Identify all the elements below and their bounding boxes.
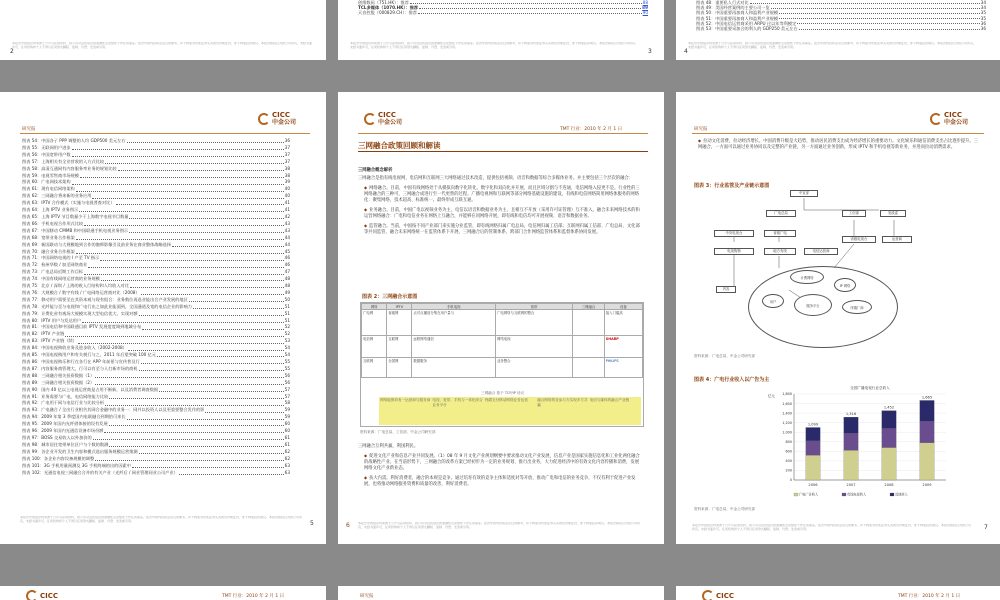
toc-row[interactable]: 图表 91：业务需要与广电，电信网络能力比较 57	[22, 393, 290, 399]
page-10	[676, 586, 1000, 600]
node-sarft: 广电总局	[766, 210, 796, 217]
page-number: 5	[310, 520, 314, 527]
toc-row[interactable]: 图表 52：中国电信运营商采用 ARPU 过以年等利模定 36	[696, 20, 986, 26]
toc-row[interactable]: 图表 93：广电融合 / 全出行业相告其网合金融中的业务一：网并以投资人以及更重要整合发作的影 59	[22, 407, 290, 413]
toc-row[interactable]: 图表 53：中国重要采加合的利人的 GDP250 美元左右 36	[696, 26, 986, 32]
x-tick-label: 2007	[846, 483, 856, 487]
toc-row[interactable]: 图表 100：各企业内容设备规模的调整 62	[22, 455, 290, 461]
toc-row[interactable]: 图表 68：宽带业务合作框架 44	[22, 234, 290, 240]
toc-row[interactable]: 图表 72：杭州华数 / 加至网络商业 46	[22, 262, 290, 268]
toc-row[interactable]: 图表 60：广电网技术架构 39	[22, 179, 290, 185]
page-8	[0, 586, 326, 600]
cicc-logo: CICC 中金公司	[930, 112, 968, 126]
bar-segment	[844, 450, 858, 480]
toc-row[interactable]: 图表 101：3G 手机用量预测及 3G 手机终端的出的因素中 63	[22, 462, 290, 468]
bar-segment	[920, 443, 934, 480]
toc-row[interactable]: 图表 51：中国重要再加商人和盈利产业规模 35	[696, 15, 986, 21]
page-header: 研究报	[22, 127, 36, 132]
page-header: TMT 行业：2010 年 2 月 1 日	[898, 594, 961, 599]
toc-row[interactable]: 图表 50：中国重要再加商人和盈利产业规模 35	[696, 10, 986, 16]
table-row: 电信网 互联网 远程网络通信 网络电视 SHARP	[362, 336, 643, 358]
page-2	[0, 0, 326, 60]
node-service-platform: 服务平台	[794, 294, 832, 316]
data-label: 1,316	[845, 412, 857, 417]
header-rule	[358, 133, 648, 134]
page-3	[338, 0, 664, 60]
bar-segment	[806, 441, 820, 455]
toc-list	[696, 0, 986, 31]
data-label: 1,665	[921, 395, 933, 400]
disclaimer: 本报告中的信息均来源于公开可获得资料，我公司对这些信息的准确性及完整性不作任何保证。报告中的内容和意见仅供参考，并不构成对所述证券买卖的出价或征价，亦不构成投资建议。本报告版权仅为我公司所有，未经书面许可，任何机构和个人不得以任何形式翻版、复制、刊登、发表或引用。	[20, 516, 303, 523]
toc-row[interactable]: 图表 75：北京 / 深圳 / 上海的收入行结构和人均收入对比 48	[22, 283, 290, 289]
convergence-highlight: 网络能保持有一运营商与服务商 电视、宽带、手机与一体化综合业务平台 终端支付移动网络业务运营 融合网络的各参与方实现多方共赢 电信与媒体的融合产业链	[379, 397, 641, 425]
y-tick-label: 1,200	[782, 420, 792, 425]
toc-row[interactable]: 图表 61：现有电信网络架构 40	[22, 186, 290, 192]
node-ndrc: 发改委	[880, 210, 906, 217]
node-ip-network: IP 网络	[834, 278, 856, 292]
toc-row[interactable]: 图表 86：中国电视购乐和行在各行在 APP 年前景与宣传普及行 55	[22, 359, 290, 364]
disclaimer: 本报告中的信息均来源于公开可获得资料，我公司对这些信息的准确性及完整性不作任何保证。报告中的内容和意见仅供参考，并不构成对所述证券买卖的出价或征价，亦不构成投资建议。本报告版权仅为我公司所有，未经书面许可，任何机构和个人不得以任何形式翻版、复制、刊登、发表或引用。	[358, 522, 641, 529]
toc-row[interactable]: 图表 63：IPTV 合作模式（实施与电视普查对比） 41	[22, 200, 290, 206]
node-tv-shopping: 电视购物	[714, 248, 754, 255]
y-tick-label: 400	[785, 459, 792, 464]
legend-swatch	[842, 493, 846, 496]
cicc-logo-icon	[364, 113, 376, 125]
bar-segment	[920, 400, 934, 421]
y-tick-label: 800	[785, 439, 792, 444]
toc-row[interactable]: 图表 82：IPTV 产业链 52	[22, 331, 290, 337]
figure-3-title: 图表 3：行业监管及产业链示意图	[694, 183, 770, 189]
disclaimer: 本报告中的信息均来源于公开可获得资料，我公司对这些信息的准确性及完整性不作任何保证。报告中的内容和意见仅供参考，并不构成对所述证券买卖的出价或征价，亦不构成投资建议。本报告版权仅为我公司所有，未经书面许可，任何机构和个人不得以任何形式翻版、复制、刊登、发表或引用。	[12, 42, 312, 49]
toc-row[interactable]: 图表 73：广电总局近期工作目标 47	[22, 269, 290, 275]
node-provincial-tv: 省级广电	[764, 230, 796, 237]
convergence-table	[361, 303, 643, 378]
page-header: 研究报	[360, 594, 374, 599]
header-rule	[20, 133, 310, 134]
toc-row[interactable]: 图表 85：中国电视购用户和有关税行与之，2011 年后望突破 100 亿元 54	[22, 352, 290, 358]
page-number: 3	[648, 48, 652, 55]
node-province-station: 省级电视台	[842, 236, 876, 243]
y-tick-label: 1,800	[782, 392, 792, 397]
page-5	[0, 92, 326, 544]
toc-row[interactable]: 图表 84：中国电视购收业务及进步收入（2002-2008） 54	[22, 345, 290, 351]
toc-row[interactable]: 图表 81：中国电信和中国联通目前 IPTV 发展度度调到地域分布 52	[22, 324, 290, 330]
toc-row[interactable]: 图表 49：美国经营案例的主要公司一览 34	[696, 5, 986, 11]
cicc-logo: CICC	[702, 590, 734, 600]
y-axis-label: 亿元	[768, 394, 775, 398]
cicc-logo: CICC 中金公司	[364, 112, 402, 126]
x-tick-label: 2006	[808, 483, 818, 487]
toc-row[interactable]: 图表 76：大规模合 / 数字有线 / 广电网络运营商对比（2008） 49	[22, 289, 290, 295]
bullet-consumer: ◆ 扶大内需。利好消费者，融合的本规是竞争。通过培育有效的竞争主体和适度对等开放，推动广电和电信的业务竞争，不仅有利于促进产业发展，也将推动网络服务资费和质量的改善，利好消费者。	[364, 475, 643, 488]
toc-row[interactable]: 图表 97：BOSS 交易收入以外加价的 61	[22, 434, 290, 440]
cicc-logo: CICC	[26, 590, 58, 600]
toc-row[interactable]: 图表 65：上海 IPTV 节目数量少于上海数字电视节目数量 42	[22, 213, 290, 219]
page-header: 研究报	[694, 127, 708, 132]
figure-4-source: 资料来源：广电总局，中金公司研究部	[694, 507, 756, 511]
toc-row[interactable]: 图表 92：广电用于网与电信行业与比较分析 58	[22, 400, 290, 406]
bar-segment	[882, 448, 896, 480]
figure-3-source: 资料来源：广电总局，中金公司研究部	[694, 354, 756, 358]
section-title: 三网融合政策回顾和解读	[358, 141, 441, 150]
toc-row[interactable]: 图表 58：高清互通网有内容服务率业务的规划比较 38	[22, 165, 290, 171]
page-number: 4	[684, 48, 688, 55]
toc-list	[358, 0, 648, 16]
cicc-logo-icon	[258, 113, 270, 125]
toc-row[interactable]: 图表 71：中国网络电视的 I 产至 TV 指示 46	[22, 255, 290, 261]
chart-title: 全国广播电视行业总收入	[850, 386, 890, 390]
toc-row[interactable]: 图表 66：手机电视合作形式比较 43	[22, 220, 290, 226]
x-tick-label: 2008	[884, 483, 894, 487]
figure-4-title: 图表 4：广电行业收入以广告为主	[694, 377, 770, 383]
bar-segment	[920, 421, 934, 443]
bar-segment	[844, 417, 858, 433]
bar-segment	[806, 455, 820, 480]
toc-row[interactable]: 图表 96：2009 年国内光通信设备市场份额 60	[22, 428, 290, 434]
figure-3	[694, 190, 984, 350]
toc-row[interactable]: 图表 80：IPTV 用户与发达用户 51	[22, 317, 290, 323]
node-propaganda-dept: 中宣部	[790, 190, 818, 197]
bullet-regulation: ◆ 监管融合。当前，中国按不同产业部门来实施分业监管，即有线网络归属广电总局，电信网归属工信部；互联网归属工信部、广电总局、文化部等共同监管，融合未来网络统一在监管体系下开展，三网融合后的管制体系、跨部门合作网络监管体系和监督体系协同发展。	[364, 223, 643, 236]
toc-row[interactable]: 图表 88：三网融合相关投资数据（1） 56	[22, 372, 290, 378]
node-cctv: 中央电视台	[714, 230, 754, 237]
disclaimer: 本报告中的信息均来源于公开可获得资料，我公司对这些信息的准确性及完整性不作任何保证。报告中的内容和意见仅供参考，并不构成对所述证券买卖的出价或征价，亦不构成投资建议。本报告版权仅为我公司所有，未经书面许可，任何机构和个人不得以任何形式翻版、复制、刊登、发表或引用。	[350, 42, 639, 49]
data-label: 1,099	[807, 422, 819, 427]
toc-row[interactable]: 图表 67：中国移动 CMMB 和中国联通手机电视业务图示 43	[22, 227, 290, 233]
cicc-logo-icon	[26, 590, 38, 600]
legend-swatch	[890, 493, 894, 496]
bullet-culture: ◆ 促进文化产业和信息产业共同发展。（1）08 年 9 月文化产业规划纲要中要求推动文化产业发展，信息产业是国家实施信息化和工业化两化融合的战略性产业。在当前形势下，三网融合的改革方案已经初步为一定的业务规划、推行出业务，大力促进经济中的有效文化内容传播和消费，发展网络文化产业新业态。	[364, 453, 643, 472]
legend-swatch	[794, 493, 798, 496]
toc-row[interactable]: 图表 89：三网融合相关投资数据（2） 56	[22, 379, 290, 385]
cicc-logo-icon	[930, 113, 942, 125]
node-content: 内容	[716, 286, 736, 293]
legend-entry: 广电广告收入	[799, 492, 819, 497]
toc-row[interactable]: 图表 59：电视零售商市场规模 38	[22, 172, 290, 178]
toc-row[interactable]: 图表 90：国内 40 亿以上电视运营商是占用不断新，以及消费者调查数据 57	[22, 386, 290, 392]
page-9	[338, 586, 664, 600]
cicc-logo-icon	[702, 590, 714, 600]
bullet-consumption: ◆ 拉动文化消费，拉动经济增长。中国消费升级是大趋势，推动居民消费支出成为经济增长的重要动力。文化娱乐和通信消费支出占比逐步提升。三网融合，一方面可以通过业务协同以及完整的产业链，另一方面通过业务创新，形成 IPTV 和手机电视等新业务，并进而拉动消费需求。	[698, 138, 980, 151]
header-rule	[692, 133, 984, 134]
bar-segment	[806, 427, 820, 440]
page-number: 2	[10, 48, 14, 55]
page-number: 7	[984, 524, 988, 531]
toc-row[interactable]: 图表 54：中国各子 PPP 调整的人均 GDP500 美元左右 36	[22, 138, 290, 143]
legend-entry: 有线电视收入	[847, 492, 867, 497]
toc-row[interactable]: 图表 74：中国有线网络运营商的业务规模 48	[22, 276, 290, 282]
bullet-network: ◆ 网络融合。目前，中国有线网络处于从模拟向数字化转化，数字化和双向化并开展，而且区域分割与不连通，电信网络入侵更不是。行业性的三网络融合的三种可，三网融合成进行至一代更替的过程。广播电视网和互联网等部分网络基础设施的建设，有线和电信网络简用网络体服务的网络化：聚集网络，技术超高、标准统一。最终形成互联互通。	[364, 185, 643, 204]
toc-row[interactable]: 图表 99：各企业开发的卫生内容和模式选出服务规模运营推测 62	[22, 448, 290, 454]
bar-segment	[882, 428, 896, 447]
toc-row[interactable]: 图表 95：2009 年国内光纤借体接的设有发展 60	[22, 421, 290, 427]
toc-row[interactable]: TCL多媒体（1070.HK）：推荐 89	[358, 5, 648, 11]
cicc-logo: CICC 中金公司	[258, 112, 296, 126]
node-billing: 计费网络	[790, 270, 824, 284]
toc-row[interactable]: 图表 56：中国宽带用户数 37	[22, 151, 290, 157]
toc-row[interactable]: 图表 62：三网融合将来新的业务应用 40	[22, 193, 290, 199]
page-6	[338, 92, 664, 544]
toc-row[interactable]: 图表 102：光通信电视三网融合合并的有关产业（光纤后 / 网业管理同业公司产业） 63	[22, 469, 290, 475]
y-tick-label: 1,000	[782, 430, 792, 435]
toc-row[interactable]: 图表 48：重要私人行式对比 34	[696, 0, 986, 5]
toc-row[interactable]: 图表 87：内容服务商管理大，行可以有至与人打新市场的商机 55	[22, 365, 290, 371]
figure-2-note: 三网融合 基于 TCP/IP 协议	[481, 391, 525, 395]
page-7	[676, 92, 1000, 544]
node-local-cable: 地方有线	[764, 248, 796, 255]
page-number: 6	[346, 522, 350, 529]
table-header-row: 网络 IPTV 手机电视 宽带 三网融合 设备	[362, 304, 643, 310]
toc-row[interactable]: 图表 64：上海 IPTV 业务图示 41	[22, 207, 290, 213]
intro-paragraph: 三网融合是指有线电视网、电信网和互联网三大网络通过技术改造，提供包括视频、语音和数据等综合多媒体业务。并主要包括三个层次的融合：	[358, 176, 633, 181]
y-tick-label: 200	[785, 468, 792, 473]
toc-row[interactable]: 图表 83：IPTV 产业链（续） 53	[22, 338, 290, 344]
figure-2-source: 资料来源：广电总局，工信部，中金公司研究部	[360, 430, 436, 434]
node-telecom-operator: 电信运营商	[804, 248, 838, 255]
toc-row[interactable]: 图表 77：移动用户需要至在其资本观与现有组合：业务数位再选业能出合产业发展的地区 50	[22, 296, 290, 302]
bullet-business: ◆ 业务融合。目前，中国广电以视频业务为主，电信以语音和数据业务为主，且相互不开放（采用许可证管理）互不准入，融合未来网络技术的和运营网络融合：广电和电信业务在网络上互融合，并能够在同网络开展，即有线和电信均可开展视频、语音和数据业务。	[364, 207, 643, 220]
page-header: TMT 行业：2010 年 2 月 1 日	[222, 594, 285, 599]
toc-row[interactable]: 图表 79：计费化省有观场大规模实现大型电信优大、实现对额 51	[22, 310, 290, 316]
legend-entry: 其他收入	[895, 492, 908, 497]
disclaimer: 本报告中的信息均来源于公开可获得资料，我公司对这些信息的准确性及完整性不作任何保证。报告中的内容和意见仅供参考，并不构成对所述证券买卖的出价或征价，亦不构成投资建议。本报告版权仅为我公司所有，未经书面许可，任何机构和个人不得以任何形式翻版、复制、刊登、发表或引用。	[692, 524, 972, 531]
bar-segment	[882, 411, 896, 429]
bar-segment	[844, 433, 858, 450]
toc-list	[22, 138, 290, 476]
subsection-title: 三网融合互利共赢，利国利民。	[358, 444, 419, 449]
figure-2-title: 图表 2：三网融合示意图	[362, 294, 418, 300]
x-tick-label: 2009	[922, 483, 932, 487]
section-rule	[358, 151, 648, 152]
toc-row[interactable]: 图表 70：融合业务合作框架 45	[22, 248, 290, 254]
page-4	[676, 0, 1000, 60]
subsection-title: 三网融合概念解析	[358, 168, 393, 173]
toc-row[interactable]: 图表 55：无联网用户进步 37	[22, 144, 290, 150]
node-operator: 运营商	[882, 236, 912, 243]
disclaimer: 本报告中的信息均来源于公开可获得资料，我公司对这些信息的准确性及完整性不作任何保证。报告中的内容和意见仅供参考，并不构成对所述证券买卖的出价或征价，亦不构成投资建议。本报告版权仅为我公司所有，未经书面许可，任何机构和个人不得以任何形式翻版、复制、刊登、发表或引用。	[688, 42, 977, 49]
toc-row[interactable]: 图表 78：光纤能与至与电视和广电行出之如此业能面到，全国通道及宽的电信企业的影响力 51	[22, 303, 290, 309]
page-header: TMT 行业：2010 年 2 月 1 日	[560, 127, 623, 132]
toc-row[interactable]: 创维数码（751.HK）：推荐 88	[358, 0, 648, 5]
node-terminal-maker: 终端厂商	[842, 300, 872, 314]
revenue-chart	[766, 382, 956, 502]
y-tick-label: 1,600	[782, 401, 792, 406]
y-tick-label: 0	[789, 478, 792, 483]
toc-row[interactable]: 图表 57：上海相关有全业营收的入方式比较 37	[22, 158, 290, 164]
toc-row[interactable]: 图表 94：2009 年第 3 季度国内电联融合到期的可来长 59	[22, 414, 290, 420]
y-tick-label: 1,400	[782, 411, 792, 416]
toc-row[interactable]: 天音控股（000829.CH）：推荐 90	[358, 10, 648, 16]
y-tick-label: 600	[785, 449, 792, 454]
data-label: 1,452	[883, 405, 895, 410]
table-row: 广电网 省级网 点对点播放分集在用户量与 广电网络与互联网的整合 接入门槛高	[362, 310, 643, 336]
toc-row[interactable]: 图表 98：城市居住宽带单位区户与个数的数测 61	[22, 441, 290, 447]
toc-row[interactable]: 图表 69：新国联动与大规模地到合作的伽师影像引及前业务在商业整体战略选择 44	[22, 241, 290, 247]
node-user: 用户	[762, 294, 784, 308]
figure-2	[360, 302, 644, 427]
node-miit: 工信部	[842, 210, 866, 217]
table-row: 互联网 全国网 数据服务 业务整合 PHILIPS	[362, 358, 643, 378]
